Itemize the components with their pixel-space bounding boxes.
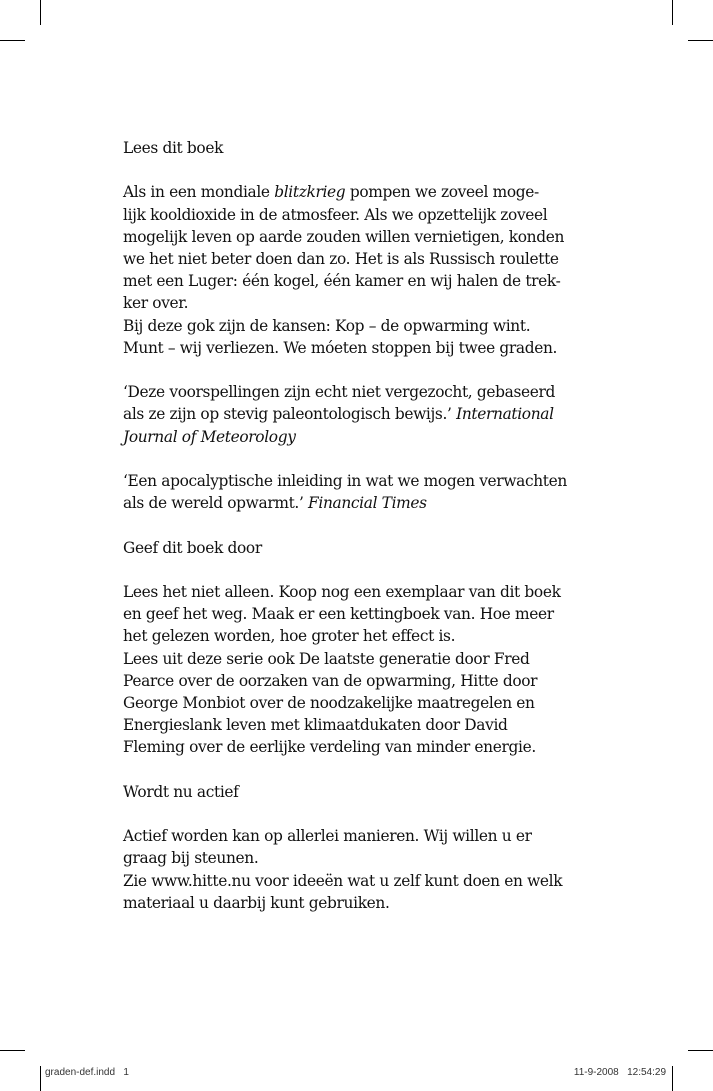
slug-timestamp: 11-9-2008 12:54:29 [573, 1067, 666, 1078]
spacer [123, 448, 593, 470]
quote-financial-times [123, 470, 593, 514]
crop-mark-top-left [40, 0, 41, 25]
crop-mark-bottom-left [40, 1066, 41, 1091]
spacer [123, 559, 593, 581]
pass-on-paragraph: Lees het niet alleen. Koop nog een exemplaar van dit boek en geef het weg. Maak er een kettingboek van. Hoe meer het gelezen worden, hoe groter het effect is. Lees uit deze serie ook De laatste generatie door Fred Pearce over de oorzaken van de opwarming, Hitte door George Monbiot over de noodzakelijke maatregelen en Energieslank leven met klimaatdukaten door David Fleming over de eerlijke verdeling van minder energie. [123, 582, 561, 757]
crop-mark-top-left-h [0, 40, 25, 41]
heading-lees-dit-boek: Lees dit boek [123, 139, 224, 157]
page-text [123, 137, 593, 914]
get-active-paragraph: Actief worden kan op allerlei manieren. Wij willen u er graag bij steunen. Zie www.hitte.nu voor ideeën wat u zelf kunt doen en welk materiaal u daarbij kunt gebruiken. [123, 827, 563, 912]
crop-mark-top-right-h [688, 40, 713, 41]
spacer [123, 759, 593, 781]
crop-mark-bottom-right-h [688, 1050, 713, 1051]
text-run-0: ‘Deze voorspellingen zijn echt niet vergezocht, gebaseerd als ze zijn op stevig paleontologisch bewijs.’ [123, 383, 556, 424]
spacer [123, 359, 593, 381]
spacer [123, 803, 593, 825]
text-run-0: Als in een mondiale [123, 183, 275, 202]
intro-paragraph [123, 181, 593, 359]
text-run-0: ‘Een apocalyptische inleiding in wat we mogen verwachten als de wereld opwarmt.’ [123, 472, 567, 513]
heading-geef-dit-boek-door: Geef dit boek door [123, 538, 262, 557]
crop-mark-top-right [672, 0, 673, 25]
quote-international-journal [123, 381, 593, 448]
italic-run-1: Financial Times [308, 494, 427, 513]
crop-mark-bottom-left-h [0, 1050, 25, 1051]
spacer [123, 159, 593, 181]
slug-file-info: graden-def.indd 1 [45, 1067, 129, 1078]
heading-wordt-nu-actief: Wordt nu actief [123, 782, 239, 801]
crop-mark-bottom-right [672, 1066, 673, 1091]
italic-run-1: International Journal of Meteorology [123, 405, 554, 446]
italic-run-1: blitzkrieg [274, 183, 346, 202]
text-run-2: pompen we zoveel moge- lijk kooldioxide in de atmosfeer. Als we opzettelijk zoveel mogelijk leven op aarde zouden willen vernietigen, konden we het niet beter doen dan zo. Het is als Russisch roulette met een Luger: één kogel, één kamer en wij halen de trek- ker over. Bij deze gok zijn de kansen: Kop – de opwarming wint. Munt – wij verliezen. We móeten stoppen bij twee graden. [123, 183, 565, 357]
spacer [123, 514, 593, 536]
